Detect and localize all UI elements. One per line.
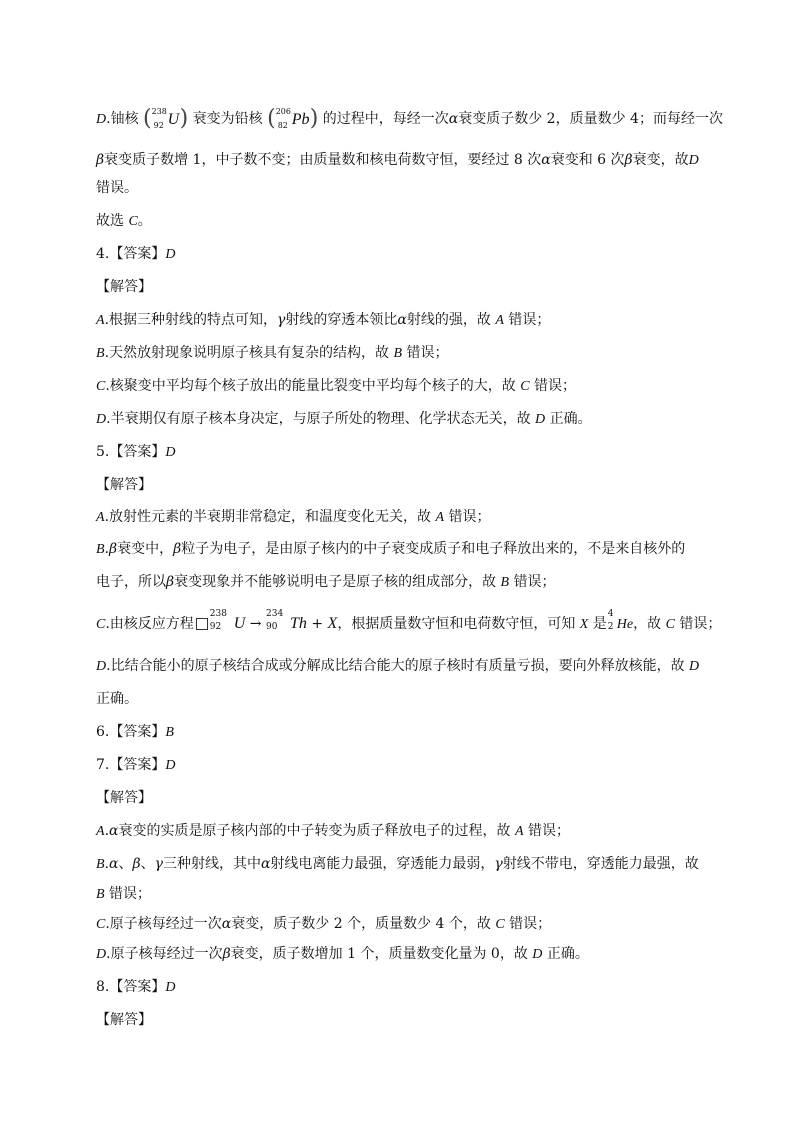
q5-option-d-line1: D.比结合能小的原子核结合成或分解成比结合能大的原子核时有质量亏损，要向外释放核能，故 D (96, 658, 700, 674)
q7-option-b-line2: B 错误； (96, 886, 152, 902)
q4-option-d: D.半衰期仅有原子核本身决定，与原子所处的物理、化学状态无关，故 D 正确。 (96, 411, 592, 427)
q4-explanation-heading: 【解答】 (96, 279, 152, 295)
q5-answer: 5.【答案】D (96, 444, 176, 460)
q3-selection: 故选 C。 (96, 213, 152, 229)
q5-option-a: A.放射性元素的半衰期非常稳定，和温度变化无关，故 A 错误； (96, 509, 491, 525)
q5-explanation-heading: 【解答】 (96, 477, 152, 493)
helium-4-scripts: 4 2 (607, 609, 614, 632)
q3-option-d-line1: D.铀核 ( 238 92 U ) 衰变为铅核 ( 206 82 Pb ) 的过程中，每经一次α衰变质子数少 2，质量数少 4；而每经一次 (96, 106, 723, 131)
lead-206-nuclide: 206 82 Pb (275, 107, 310, 130)
uranium-238-scripts: 238 92 (209, 609, 227, 632)
q7-option-d: D.原子核每经过一次β衰变，质子数增加 1 个，质量数变化量为 0，故 D 正确。 (96, 946, 589, 962)
q8-answer: 8.【答案】D (96, 979, 176, 995)
q5-option-b-line2: 电子，所以β衰变现象并不能够说明电子是原子核的组成部分，故 B 错误； (96, 574, 556, 590)
q4-answer: 4.【答案】D (96, 246, 176, 262)
q4-option-c: C.核聚变中平均每个核子放出的能量比裂变中平均每个核子的大，故 C 错误； (96, 378, 577, 394)
q7-option-b-line1: B.α、β、γ三种射线，其中α射线电离能力最强，穿透能力最弱，γ射线不带电，穿透能力最强，故 (96, 856, 699, 872)
q5-option-b-line1: B.β衰变中，β粒子为电子，是由原子核内的中子衰变成质子和电子释放出来的，不是来自核外的 (96, 541, 686, 557)
q7-option-a: A.α衰变的实质是原子核内部的中子转变为质子释放电子的过程，故 A 错误； (96, 823, 570, 839)
uranium-238-nuclide: 238 92 U (151, 107, 180, 130)
q5-option-d-line2: 正确。 (96, 691, 138, 707)
q3-option-d-line2: β衰变质子数增 1，中子数不变；由质量数和核电荷数守恒，要经过 8 次α衰变和 6 次β衰变，故D (96, 152, 699, 168)
q8-explanation-heading: 【解答】 (96, 1012, 152, 1028)
q7-explanation-heading: 【解答】 (96, 790, 152, 806)
q7-answer: 7.【答案】D (96, 757, 176, 773)
q6-answer: 6.【答案】B (96, 724, 174, 740)
placeholder-box-icon (196, 618, 208, 630)
q5-option-c: C.由核反应方程 238 92 U → 234 90 Th + X，根据质量数守恒和电荷数守恒，可知 X 是 4 2 He，故 C 错误； (96, 609, 722, 632)
q4-option-b: B.天然放射现象说明原子核具有复杂的结构，故 B 错误； (96, 345, 449, 361)
thorium-234-scripts: 234 90 (266, 609, 284, 632)
q3-option-d-line3: 错误。 (96, 180, 138, 196)
option-letter: D (96, 112, 107, 127)
q7-option-c: C.原子核每经过一次α衰变，质子数少 2 个，质量数少 4 个，故 C 错误； (96, 916, 552, 932)
q4-option-a: A.根据三种射线的特点可知，γ射线的穿透本领比α射线的强，故 A 错误； (96, 312, 551, 328)
